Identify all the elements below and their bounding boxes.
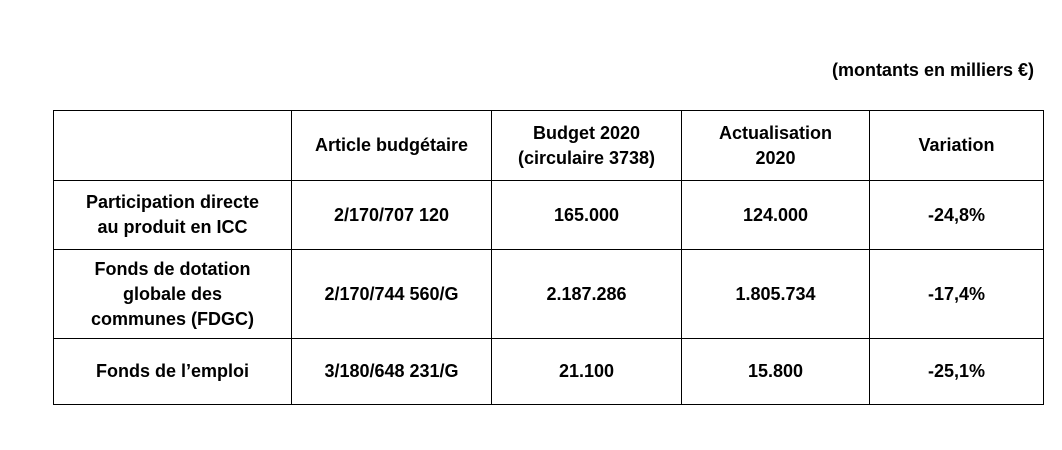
row-label-line: communes (FDGC) [90,308,254,329]
row-label-line: Fonds de dotation [94,258,251,279]
row-budget: 2.187.286 [492,250,682,339]
row-variation: -25,1% [870,339,1044,405]
row-actualisation: 15.800 [682,339,870,405]
row-article: 3/180/648 231/G [292,339,492,405]
row-variation: -24,8% [870,181,1044,250]
table-row [54,250,1044,339]
row-label [54,339,292,405]
amounts-unit-note: (montants en milliers €) [831,60,1034,80]
header-budget-line2: (circulaire 3738) [517,147,656,168]
row-article: 2/170/744 560/G [292,250,492,339]
table-header-row [54,111,1044,181]
table-row [54,181,1044,250]
row-actualisation: 124.000 [682,181,870,250]
row-label [54,250,292,339]
row-budget: 165.000 [492,181,682,250]
row-label-line: Fonds de l’emploi [95,361,249,381]
header-budget [492,111,682,181]
row-label [54,181,292,250]
row-budget: 21.100 [492,339,682,405]
header-article: Article budgétaire [292,111,492,181]
row-article: 2/170/707 120 [292,181,492,250]
row-label-line: globale des [122,283,223,304]
row-variation: -17,4% [870,250,1044,339]
header-actualisation-line2: 2020 [755,147,796,168]
header-actualisation [682,111,870,181]
row-label-line: au produit en ICC [97,217,248,237]
budget-table [53,110,1044,405]
header-budget-line1: Budget 2020 [532,122,641,143]
header-empty-cell [54,111,292,181]
row-actualisation: 1.805.734 [682,250,870,339]
table-row [54,339,1044,405]
header-variation: Variation [870,111,1044,181]
row-label-line: Participation directe [85,192,260,212]
header-actualisation-line1: Actualisation [718,122,833,143]
